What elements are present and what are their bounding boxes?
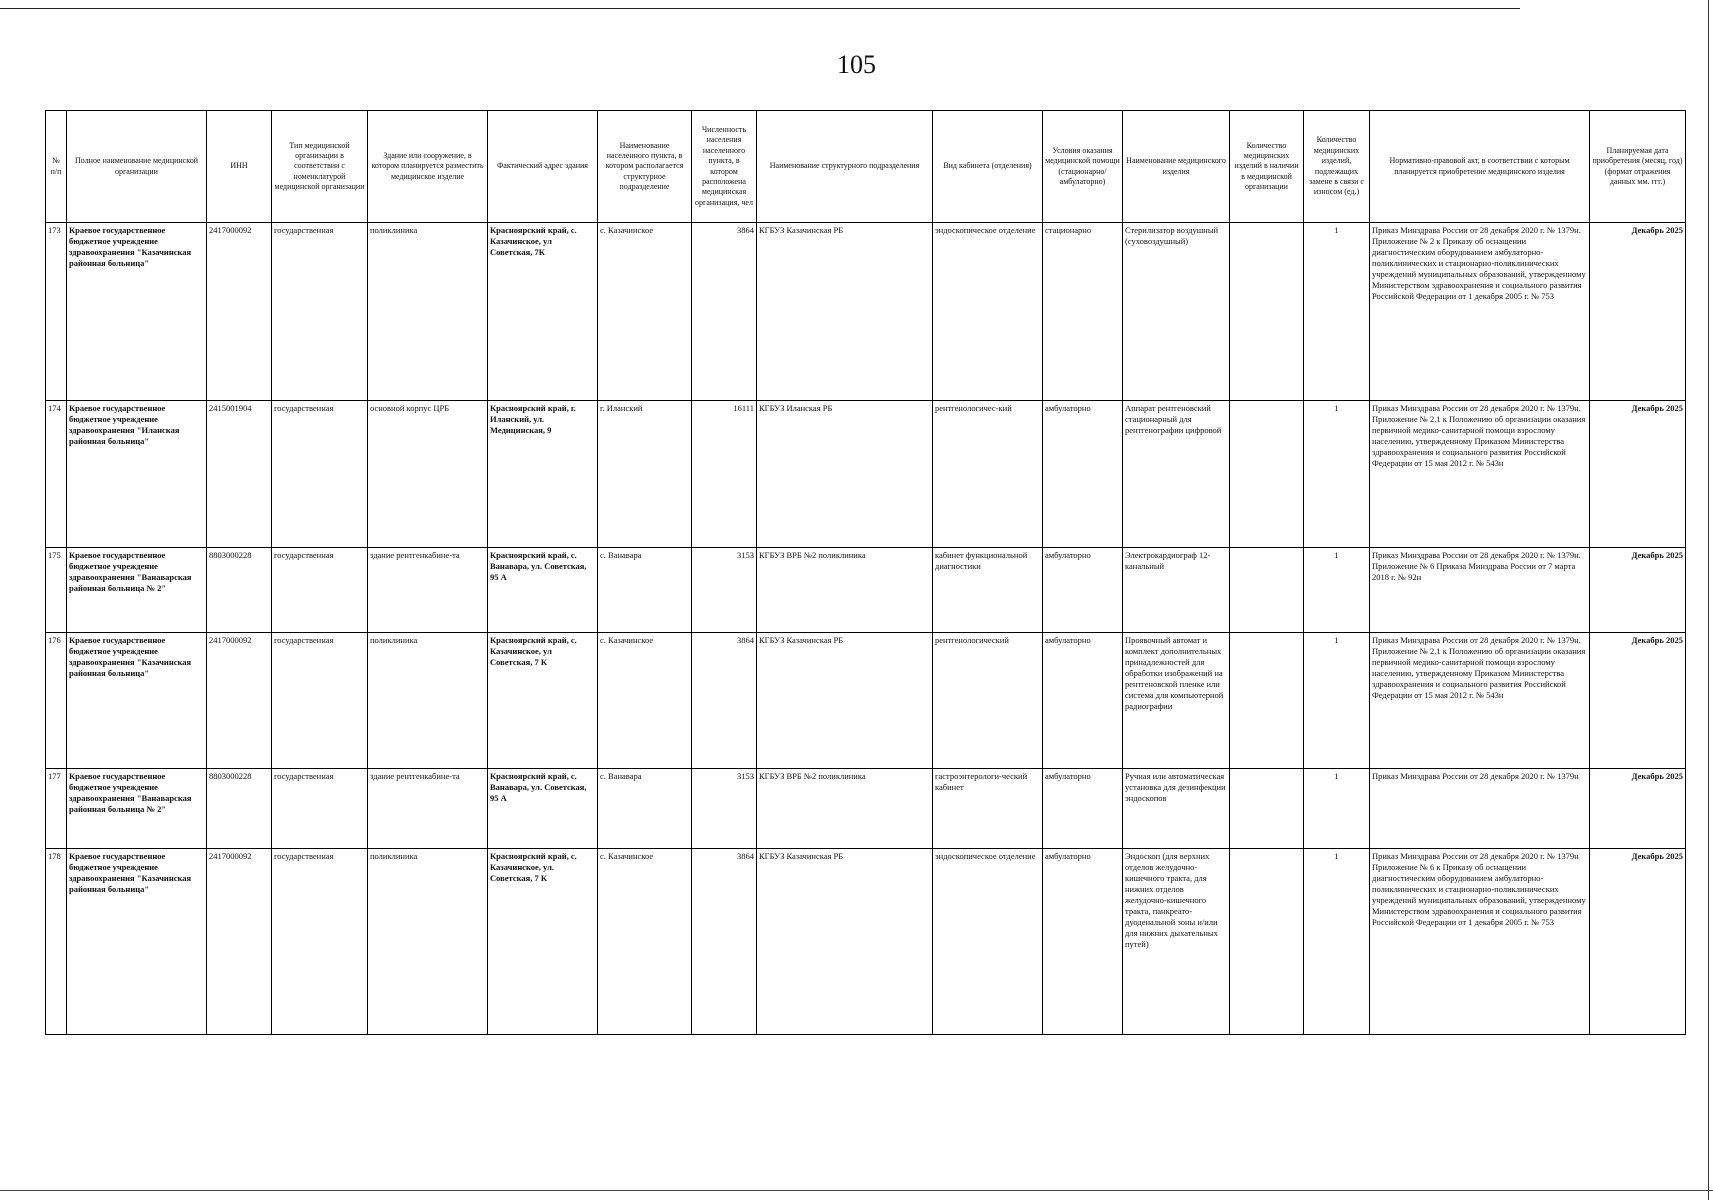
cell-unit: КГБУЗ Казачинская РБ <box>757 633 933 769</box>
cell-org: Краевое государственное бюджетное учреждение здравоохранения "Казачинская районная больница" <box>67 223 207 401</box>
cell-date: Декабрь 2025 <box>1590 849 1686 1035</box>
cell-building: поликлиника <box>368 223 488 401</box>
cell-locality: с. Казачинское <box>598 633 692 769</box>
table-row <box>46 849 1686 1035</box>
cell-org: Краевое государственное бюджетное учреждение здравоохранения "Ванаварская районная больница № 2" <box>67 548 207 633</box>
cell-number: 176 <box>46 633 67 769</box>
cell-org: Краевое государственное бюджетное учреждение здравоохранения "Казачинская районная больница" <box>67 633 207 769</box>
col-header-type: Тип медицинской организации в соответствии с номенклатурой медицинской организации <box>272 111 368 223</box>
cell-population: 3864 <box>692 849 757 1035</box>
cell-act: Приказ Минздрава России от 28 декабря 2020 г. № 1379н. Приложение № 2 к Приказу об оснащении диагностическим оборудованием амбулаторно-поликлинических и стационарно-поликлинических учреждений муниципальных образований, утвержденному Министерством здравоохранения и социального развития Российской Федерации от 1 декабря 2005 г. № 753 <box>1370 223 1590 401</box>
table-row <box>46 548 1686 633</box>
cell-number: 178 <box>46 849 67 1035</box>
cell-qty-have <box>1230 401 1304 548</box>
cell-qty-have <box>1230 633 1304 769</box>
cell-qty-have <box>1230 223 1304 401</box>
cell-address: Красноярский край, с. Казачинское, ул. Советская, 7 К <box>488 849 598 1035</box>
cell-locality: с. Казачинское <box>598 223 692 401</box>
cell-qty-replace: 1 <box>1304 548 1370 633</box>
cell-locality: с. Ванавара <box>598 548 692 633</box>
table-row <box>46 633 1686 769</box>
cell-unit: КГБУЗ ВРБ №2 поликлиника <box>757 548 933 633</box>
cell-room: рентгенологический <box>933 633 1043 769</box>
cell-type: государственная <box>272 633 368 769</box>
cell-device: Стерилизатор воздушный (суховоздушный) <box>1123 223 1230 401</box>
cell-type: государственная <box>272 849 368 1035</box>
col-header-conditions: Условия оказания медицинской помощи (стационарно/ амбулаторно) <box>1043 111 1123 223</box>
cell-building: основной корпус ЦРБ <box>368 401 488 548</box>
table-header-row <box>46 111 1686 223</box>
cell-date: Декабрь 2025 <box>1590 223 1686 401</box>
page-number: 105 <box>837 50 876 79</box>
cell-room: эндоскопическое отделение <box>933 849 1043 1035</box>
cell-qty-have <box>1230 849 1304 1035</box>
col-header-date: Планируемая дата приобретения (месяц, год) (формат отражения данных мм. ггг.) <box>1590 111 1686 223</box>
cell-building: здание рентгенкабине-та <box>368 548 488 633</box>
cell-act: Приказ Минздрава России от 28 декабря 2020 г. № 1379н Приложение № 6 к Приказу об оснащении диагностическим оборудованием амбулаторно-поликлинических и стационарно-поликлинических учреждений муниципальных образований, утвержденному Министерством здравоохранения и социального развития Российской Федерации от 1 декабря 2005 г. № 753 <box>1370 849 1590 1035</box>
cell-room: рентгенологичес-кий <box>933 401 1043 548</box>
cell-qty-have <box>1230 548 1304 633</box>
cell-number: 173 <box>46 223 67 401</box>
cell-type: государственная <box>272 223 368 401</box>
cell-date: Декабрь 2025 <box>1590 633 1686 769</box>
cell-inn: 2417000092 <box>207 223 272 401</box>
cell-population: 3153 <box>692 548 757 633</box>
equipment-table <box>45 110 1686 1035</box>
cell-org: Краевое государственное бюджетное учреждение здравоохранения "Казачинская районная больница" <box>67 849 207 1035</box>
cell-room: эндоскопическое отделение <box>933 223 1043 401</box>
cell-locality: с. Ванавара <box>598 769 692 849</box>
col-header-inn: ИНН <box>207 111 272 223</box>
cell-conditions: стационарно <box>1043 223 1123 401</box>
cell-unit: КГБУЗ ВРБ №2 поликлиника <box>757 769 933 849</box>
col-header-org: Полное наименование медицинской организации <box>67 111 207 223</box>
cell-act: Приказ Минздрава России от 28 декабря 2020 г. № 1379н. Приложение № 6 Приказа Минздрава России от 7 марта 2018 г. № 92н <box>1370 548 1590 633</box>
cell-number: 177 <box>46 769 67 849</box>
cell-unit: КГБУЗ Иланская РБ <box>757 401 933 548</box>
cell-conditions: амбулаторно <box>1043 401 1123 548</box>
cell-locality: г. Иланский <box>598 401 692 548</box>
cell-act: Приказ Минздрава России от 28 декабря 2020 г. № 1379н <box>1370 769 1590 849</box>
cell-device: Электрокардиограф 12-канальный <box>1123 548 1230 633</box>
cell-type: государственная <box>272 548 368 633</box>
cell-number: 174 <box>46 401 67 548</box>
scan-edge-top <box>0 8 1520 9</box>
col-header-act: Нормативно-правовой акт, в соответствии с которым планируется приобретение медицинского изделия <box>1370 111 1590 223</box>
table-row <box>46 401 1686 548</box>
cell-population: 3864 <box>692 223 757 401</box>
cell-address: Красноярский край, с. Ванавара, ул. Советская, 95 А <box>488 769 598 849</box>
cell-population: 3864 <box>692 633 757 769</box>
cell-room: кабинет функциональной диагностики <box>933 548 1043 633</box>
cell-population: 16111 <box>692 401 757 548</box>
cell-inn: 2415001904 <box>207 401 272 548</box>
cell-device: Ручная или автоматическая установка для дезинфекции эндоскопов <box>1123 769 1230 849</box>
scan-edge-bottom <box>0 1190 1713 1191</box>
cell-qty-replace: 1 <box>1304 849 1370 1035</box>
cell-address: Красноярский край, с. Ванавара, ул. Советская, 95 А <box>488 548 598 633</box>
cell-inn: 8803000228 <box>207 769 272 849</box>
cell-date: Декабрь 2025 <box>1590 769 1686 849</box>
cell-qty-replace: 1 <box>1304 769 1370 849</box>
cell-building: поликлиника <box>368 633 488 769</box>
table-row <box>46 769 1686 849</box>
cell-org: Краевое государственное бюджетное учреждение здравоохранения "Иланская районная больница" <box>67 401 207 548</box>
col-header-locality: Наименование населенного пункта, в котором располагается структурное подразделение <box>598 111 692 223</box>
cell-qty-replace: 1 <box>1304 223 1370 401</box>
col-header-qty-replace: Количество медицинских изделий, подлежащих замене в связи с износом (ед.) <box>1304 111 1370 223</box>
col-header-room: Вид кабинета (отделения) <box>933 111 1043 223</box>
cell-building: здание рентгенкабине-та <box>368 769 488 849</box>
cell-conditions: амбулаторно <box>1043 849 1123 1035</box>
cell-number: 175 <box>46 548 67 633</box>
cell-device: Проявочный автомат и комплект дополнительных принадлежностей для обработки изображений на рентгеновской пленке или система для компьютерной радиографии <box>1123 633 1230 769</box>
cell-address: Красноярский край, г. Иланский, ул. Медицинская, 9 <box>488 401 598 548</box>
cell-inn: 2417000092 <box>207 633 272 769</box>
col-header-unit: Наименование структурного подразделения <box>757 111 933 223</box>
table-row <box>46 223 1686 401</box>
cell-inn: 2417000092 <box>207 849 272 1035</box>
cell-inn: 8803000228 <box>207 548 272 633</box>
cell-conditions: амбулаторно <box>1043 633 1123 769</box>
cell-qty-have <box>1230 769 1304 849</box>
cell-unit: КГБУЗ Казачинская РБ <box>757 223 933 401</box>
cell-conditions: амбулаторно <box>1043 769 1123 849</box>
col-header-number: № п/п <box>46 111 67 223</box>
cell-type: государственная <box>272 401 368 548</box>
cell-conditions: амбулаторно <box>1043 548 1123 633</box>
cell-qty-replace: 1 <box>1304 633 1370 769</box>
scan-edge-right <box>1708 0 1709 1200</box>
cell-device: Эндоскоп (для верхних отделов желудочно-кишечного тракта, для нижних отделов желудочно-кишечного тракта, панкреато-дуоденальной зоны и/или для нижних дыхательных путей) <box>1123 849 1230 1035</box>
cell-locality: с. Казачинское <box>598 849 692 1035</box>
cell-type: государственная <box>272 769 368 849</box>
cell-device: Аппарат рентгеновский стационарный для рентгенографии цифровой <box>1123 401 1230 548</box>
cell-room: гастроэнтерологи-ческий кабинет <box>933 769 1043 849</box>
cell-population: 3153 <box>692 769 757 849</box>
cell-org: Краевое государственное бюджетное учреждение здравоохранения "Ванаварская районная больница № 2" <box>67 769 207 849</box>
col-header-device: Наименование медицинского изделия <box>1123 111 1230 223</box>
col-header-qty-have: Количество медицинских изделий в наличии в медицинской организации <box>1230 111 1304 223</box>
col-header-population: Численность населения населенного пункта, в котором расположена медицинская организация, чел <box>692 111 757 223</box>
cell-building: поликлиника <box>368 849 488 1035</box>
col-header-address: Фактический адрес здания <box>488 111 598 223</box>
cell-unit: КГБУЗ Казачинская РБ <box>757 849 933 1035</box>
cell-act: Приказ Минздрава России от 28 декабря 2020 г. № 1379н. Приложение № 2.1 к Положению об организации оказания первичной медико-санитарной помощи взрослому населению, утвержденному Приказом Министерства здравоохранения и социального развития Российской Федерации от 15 мая 2012 г. № 543н <box>1370 633 1590 769</box>
cell-qty-replace: 1 <box>1304 401 1370 548</box>
col-header-building: Здание или сооружение, в котором планируется разместить медицинское изделие <box>368 111 488 223</box>
cell-date: Декабрь 2025 <box>1590 401 1686 548</box>
cell-act: Приказ Минздрава России от 28 декабря 2020 г. № 1379н. Приложение № 2.1 к Положению об организации оказания первичной медико-санитарной помощи взрослому населению, утвержденному Приказом Министерства здравоохранения и социального развития Российской Федерации от 15 мая 2012 г. № 543н <box>1370 401 1590 548</box>
cell-date: Декабрь 2025 <box>1590 548 1686 633</box>
cell-address: Красноярский край, с. Казачинское, ул Советская, 7К <box>488 223 598 401</box>
cell-address: Красноярский край, с. Казачинское, ул Советская, 7 К <box>488 633 598 769</box>
